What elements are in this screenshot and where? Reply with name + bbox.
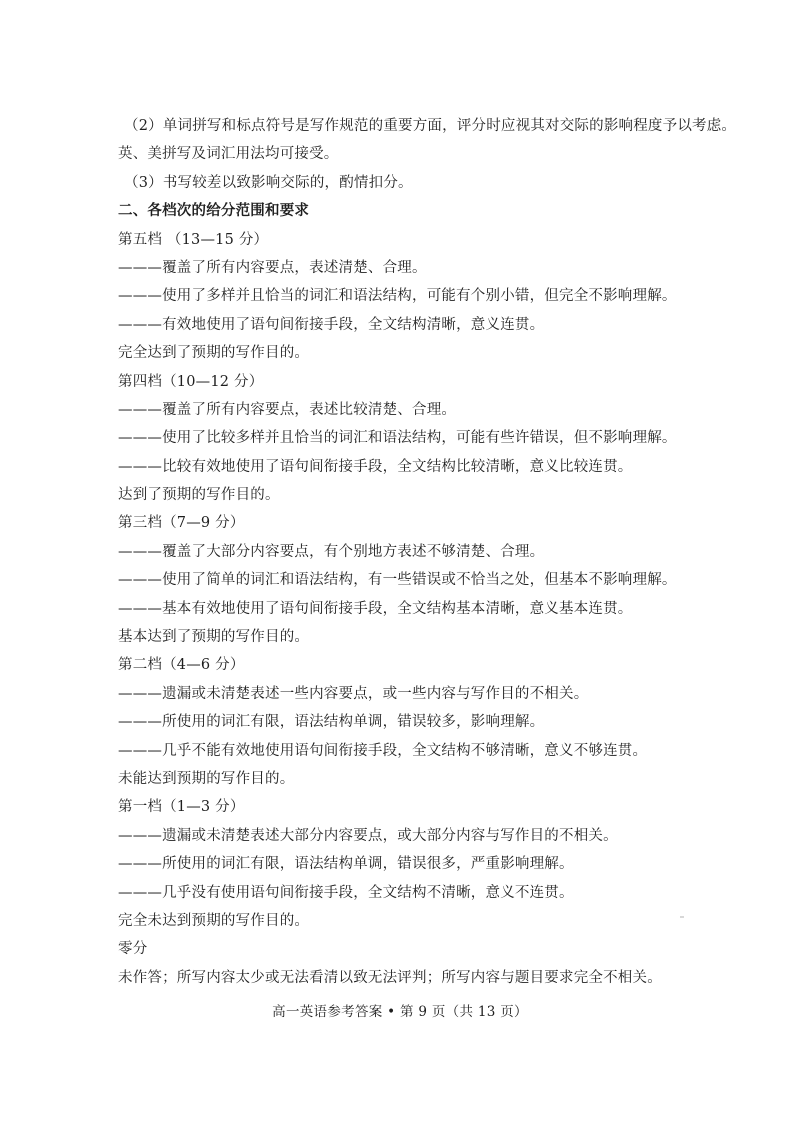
level-title: 第四档（10—12 分） — [118, 373, 264, 390]
zero-score-description: 未作答；所写内容太少或无法看清以致无法评判；所写内容与题目要求完全不相关。 — [118, 969, 662, 986]
document-body — [118, 112, 737, 992]
level-summary: 未能达到预期的写作目的。 — [118, 770, 295, 787]
level-criterion: ———几乎不能有效地使用语句间衔接手段，全文结构不够清晰，意义不够连贯。 — [118, 742, 648, 759]
level-5-block — [118, 226, 718, 368]
level-title: 第一档（1—3 分） — [118, 799, 245, 816]
level-1-block — [118, 793, 718, 935]
level-criterion: ———遗漏或未清楚表述大部分内容要点，或大部分内容与写作目的不相关。 — [118, 827, 618, 844]
scan-speck — [680, 916, 684, 918]
level-summary: 达到了预期的写作目的。 — [118, 487, 280, 504]
level-title: 第五档 （13—15 分） — [118, 231, 269, 248]
level-criterion: ———使用了简单的词汇和语法结构，有一些错误或不恰当之处，但基本不影响理解。 — [118, 572, 677, 589]
level-criterion: ———遗漏或未清楚表述一些内容要点，或一些内容与写作目的不相关。 — [118, 685, 589, 702]
level-title: 第二档（4—6 分） — [118, 657, 245, 674]
level-criterion: ———覆盖了所有内容要点，表述比较清楚、合理。 — [118, 401, 457, 418]
level-criterion: ———使用了比较多样并且恰当的词汇和语法结构，可能有些许错误，但不影响理解。 — [118, 430, 677, 447]
level-summary: 完全未达到预期的写作目的。 — [118, 912, 310, 929]
section-heading: 二、各档次的给分范围和要求 — [118, 202, 310, 220]
level-summary: 基本达到了预期的写作目的。 — [118, 629, 310, 646]
level-criterion: ———所使用的词汇有限，语法结构单调，错误很多，严重影响理解。 — [118, 856, 574, 873]
level-criterion: ———使用了多样并且恰当的词汇和语法结构，可能有个别小错，但完全不影响理解。 — [118, 288, 677, 305]
level-criterion: ———覆盖了大部分内容要点，有个别地方表述不够清楚、合理。 — [118, 543, 545, 560]
level-4-block — [118, 368, 718, 510]
level-criterion: ———有效地使用了语句间衔接手段，全文结构清晰，意义连贯。 — [118, 316, 545, 333]
level-criterion: ———覆盖了所有内容要点，表述清楚、合理。 — [118, 259, 427, 276]
level-2-block — [118, 651, 718, 793]
zero-score-title: 零分 — [118, 941, 148, 958]
level-criterion: ———所使用的词汇有限，语法结构单调，错误较多，影响理解。 — [118, 714, 545, 731]
level-3-block — [118, 509, 718, 651]
note-3: （3）书写较差以致影响交际的，酌情扣分。 — [124, 174, 413, 191]
level-summary: 完全达到了预期的写作目的。 — [118, 345, 310, 362]
level-criterion: ———几乎没有使用语句间衔接手段，全文结构不清晰，意义不连贯。 — [118, 884, 574, 901]
level-criterion: ———基本有效地使用了语句间衔接手段，全文结构基本清晰，意义基本连贯。 — [118, 600, 633, 617]
note-2-line-1: （2）单词拼写和标点符号是写作规范的重要方面，评分时应视其对交际的影响程度予以考虑。 — [124, 118, 737, 134]
level-criterion: ———比较有效地使用了语句间衔接手段，全文结构比较清晰，意义比较连贯。 — [118, 458, 633, 475]
page-footer: 高一英语参考答案 • 第 9 页（共 13 页） — [272, 1004, 528, 1020]
zero-score-block — [118, 935, 718, 992]
level-title: 第三档（7—9 分） — [118, 515, 245, 532]
note-2-line-2: 英、美拼写及词汇用法均可接受。 — [118, 146, 339, 163]
